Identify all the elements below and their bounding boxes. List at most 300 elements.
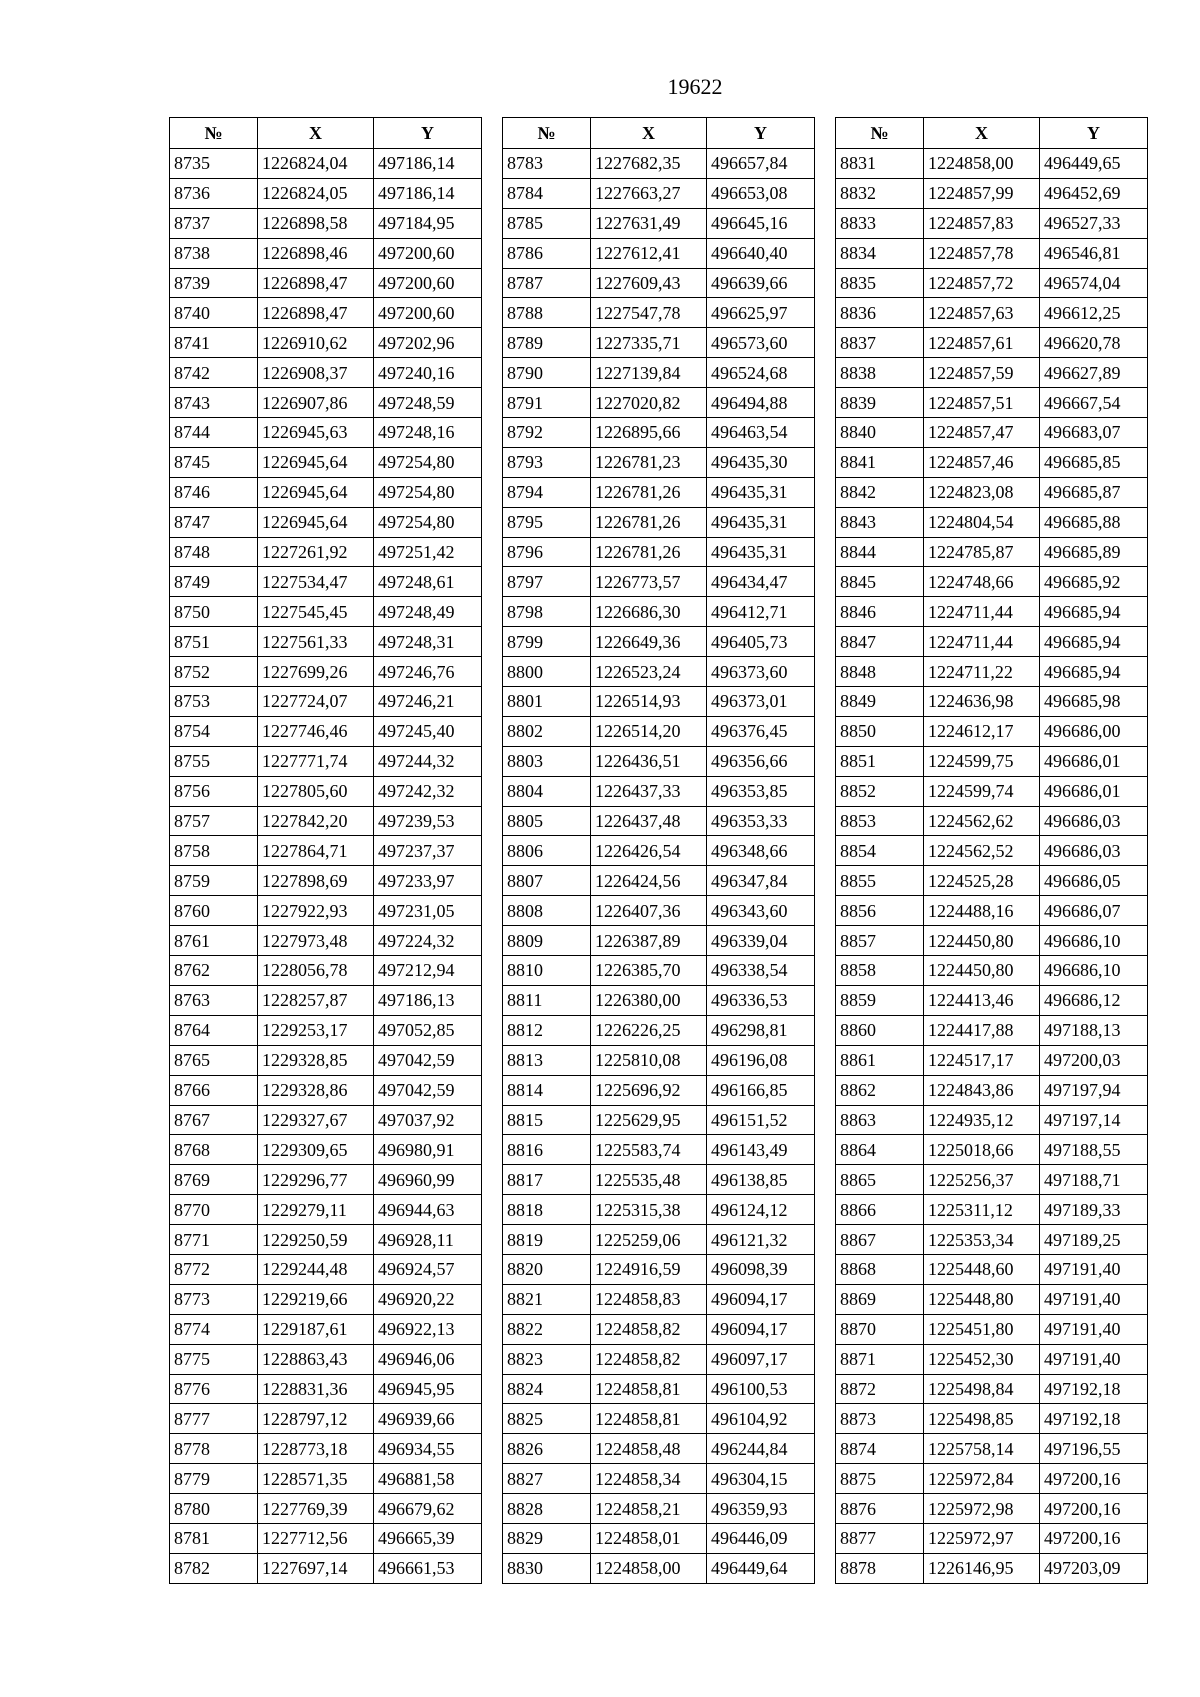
table-row [836,178,1148,208]
table-row [503,477,815,507]
cell-point-number: 8836 [836,298,924,328]
cell-y: 497246,21 [374,687,482,717]
cell-x: 1226514,93 [591,687,707,717]
table-row [503,627,815,657]
table-row [836,1314,1148,1344]
table-row [836,985,1148,1015]
cell-x: 1225451,80 [924,1314,1040,1344]
cell-x: 1225256,37 [924,1165,1040,1195]
cell-y: 497203,09 [1040,1553,1148,1583]
cell-point-number: 8744 [170,418,258,448]
cell-x: 1229296,77 [258,1165,374,1195]
cell-y: 497240,16 [374,358,482,388]
cell-y: 496573,60 [707,328,815,358]
table-row [503,1494,815,1524]
cell-point-number: 8766 [170,1075,258,1105]
cell-x: 1224612,17 [924,716,1040,746]
table-row [503,836,815,866]
cell-y: 496686,01 [1040,746,1148,776]
table-row [170,328,482,358]
cell-x: 1226424,56 [591,866,707,896]
cell-point-number: 8815 [503,1105,591,1135]
cell-x: 1226945,64 [258,477,374,507]
cell-x: 1226781,26 [591,537,707,567]
table-row [836,208,1148,238]
cell-x: 1224935,12 [924,1105,1040,1135]
table-row [836,776,1148,806]
table-row [836,956,1148,986]
table-row [170,418,482,448]
table-row [503,1075,815,1105]
table-row [503,896,815,926]
table-row [170,1434,482,1464]
cell-x: 1225758,14 [924,1434,1040,1464]
table-row [170,567,482,597]
cell-x: 1226898,47 [258,298,374,328]
cell-x: 1226407,36 [591,896,707,926]
cell-y: 497237,37 [374,836,482,866]
cell-point-number: 8782 [170,1553,258,1583]
cell-point-number: 8743 [170,388,258,418]
table-row [503,418,815,448]
cell-point-number: 8737 [170,208,258,238]
cell-y: 496524,68 [707,358,815,388]
table-row [836,1284,1148,1314]
cell-y: 496960,99 [374,1165,482,1195]
cell-x: 1227842,20 [258,806,374,836]
cell-y: 496373,60 [707,657,815,687]
coordinates-table-1 [169,117,482,1584]
cell-x: 1226908,37 [258,358,374,388]
cell-y: 497188,55 [1040,1135,1148,1165]
cell-x: 1227769,39 [258,1494,374,1524]
cell-point-number: 8824 [503,1374,591,1404]
cell-point-number: 8860 [836,1015,924,1045]
cell-y: 496348,66 [707,836,815,866]
cell-point-number: 8843 [836,507,924,537]
cell-point-number: 8795 [503,507,591,537]
cell-x: 1226898,58 [258,208,374,238]
cell-point-number: 8769 [170,1165,258,1195]
table-row [503,268,815,298]
cell-x: 1226781,26 [591,507,707,537]
table-row [503,238,815,268]
table-row [503,1344,815,1374]
cell-point-number: 8789 [503,328,591,358]
cell-point-number: 8736 [170,178,258,208]
cell-y: 497245,40 [374,716,482,746]
cell-point-number: 8870 [836,1314,924,1344]
cell-point-number: 8820 [503,1254,591,1284]
cell-point-number: 8753 [170,687,258,717]
table-row [836,1523,1148,1553]
cell-y: 497254,80 [374,507,482,537]
table-row [503,1105,815,1135]
cell-x: 1229253,17 [258,1015,374,1045]
cell-x: 1224857,61 [924,328,1040,358]
cell-point-number: 8768 [170,1135,258,1165]
cell-y: 496944,63 [374,1195,482,1225]
cell-point-number: 8787 [503,268,591,298]
cell-y: 497231,05 [374,896,482,926]
table-row [836,716,1148,746]
table-row [503,806,815,836]
cell-y: 496338,54 [707,956,815,986]
cell-x: 1227534,47 [258,567,374,597]
cell-point-number: 8806 [503,836,591,866]
cell-point-number: 8750 [170,597,258,627]
cell-y: 497186,13 [374,985,482,1015]
cell-y: 496645,16 [707,208,815,238]
cell-point-number: 8783 [503,149,591,179]
cell-point-number: 8788 [503,298,591,328]
cell-x: 1225311,12 [924,1195,1040,1225]
table-row [170,1045,482,1075]
table-row [836,477,1148,507]
cell-y: 496527,33 [1040,208,1148,238]
cell-y: 496298,81 [707,1015,815,1045]
cell-point-number: 8794 [503,477,591,507]
table-row [503,926,815,956]
table-row [836,149,1148,179]
cell-y: 496376,45 [707,716,815,746]
table-row [170,298,482,328]
cell-x: 1225452,30 [924,1344,1040,1374]
table-row [170,507,482,537]
cell-x: 1225696,92 [591,1075,707,1105]
cell-point-number: 8844 [836,537,924,567]
cell-y: 497251,42 [374,537,482,567]
cell-y: 496686,05 [1040,866,1148,896]
cell-point-number: 8778 [170,1434,258,1464]
cell-point-number: 8821 [503,1284,591,1314]
cell-y: 497191,40 [1040,1314,1148,1344]
cell-x: 1228831,36 [258,1374,374,1404]
cell-x: 1224785,87 [924,537,1040,567]
cell-point-number: 8855 [836,866,924,896]
table-row [503,1553,815,1583]
cell-x: 1226945,64 [258,447,374,477]
table-row [836,1165,1148,1195]
table-row [503,985,815,1015]
cell-point-number: 8864 [836,1135,924,1165]
table-row [170,985,482,1015]
cell-x: 1226781,26 [591,477,707,507]
cell-y: 496928,11 [374,1225,482,1255]
cell-x: 1227712,56 [258,1523,374,1553]
table-row [170,836,482,866]
cell-x: 1224711,44 [924,597,1040,627]
cell-x: 1226649,36 [591,627,707,657]
table-row [503,1404,815,1434]
table-body [836,149,1148,1584]
cell-point-number: 8740 [170,298,258,328]
table-row [836,507,1148,537]
table-row [503,956,815,986]
cell-x: 1225810,08 [591,1045,707,1075]
cell-point-number: 8754 [170,716,258,746]
cell-point-number: 8793 [503,447,591,477]
cell-y: 496686,10 [1040,956,1148,986]
table-row [836,447,1148,477]
table-row [836,806,1148,836]
cell-x: 1228571,35 [258,1464,374,1494]
cell-y: 496359,93 [707,1494,815,1524]
table-row [836,1195,1148,1225]
cell-y: 496435,31 [707,537,815,567]
cell-x: 1225535,48 [591,1165,707,1195]
cell-point-number: 8871 [836,1344,924,1374]
cell-x: 1226523,24 [591,657,707,687]
cell-point-number: 8826 [503,1434,591,1464]
cell-point-number: 8802 [503,716,591,746]
cell-y: 496640,40 [707,238,815,268]
cell-point-number: 8829 [503,1523,591,1553]
cell-x: 1228863,43 [258,1344,374,1374]
cell-y: 497184,95 [374,208,482,238]
table-row [836,1015,1148,1045]
cell-point-number: 8825 [503,1404,591,1434]
cell-x: 1224858,81 [591,1404,707,1434]
table-row [836,1254,1148,1284]
cell-point-number: 8834 [836,238,924,268]
cell-x: 1226824,05 [258,178,374,208]
cell-y: 497197,94 [1040,1075,1148,1105]
cell-y: 496449,64 [707,1553,815,1583]
cell-point-number: 8781 [170,1523,258,1553]
cell-point-number: 8797 [503,567,591,597]
cell-point-number: 8862 [836,1075,924,1105]
cell-x: 1228773,18 [258,1434,374,1464]
cell-point-number: 8773 [170,1284,258,1314]
cell-point-number: 8775 [170,1344,258,1374]
table-row [836,298,1148,328]
cell-x: 1224417,88 [924,1015,1040,1045]
cell-y: 496356,66 [707,746,815,776]
cell-x: 1226686,30 [591,597,707,627]
table-row [170,1015,482,1045]
table-row [503,776,815,806]
cell-point-number: 8757 [170,806,258,836]
cell-x: 1224857,83 [924,208,1040,238]
table-row [170,358,482,388]
table-row [503,208,815,238]
table-row [503,1434,815,1464]
cell-y: 497191,40 [1040,1254,1148,1284]
cell-y: 497191,40 [1040,1344,1148,1374]
cell-point-number: 8875 [836,1464,924,1494]
table-row [836,1105,1148,1135]
table-row [170,896,482,926]
cell-y: 496980,91 [374,1135,482,1165]
cell-x: 1224562,62 [924,806,1040,836]
cell-point-number: 8807 [503,866,591,896]
cell-y: 497197,14 [1040,1105,1148,1135]
cell-x: 1225972,98 [924,1494,1040,1524]
cell-y: 496686,01 [1040,776,1148,806]
cell-x: 1224857,46 [924,447,1040,477]
cell-point-number: 8762 [170,956,258,986]
cell-x: 1224599,75 [924,746,1040,776]
cell-y: 496639,66 [707,268,815,298]
header-number: № [170,118,258,149]
cell-x: 1227682,35 [591,149,707,179]
cell-x: 1229279,11 [258,1195,374,1225]
cell-y: 496686,03 [1040,836,1148,866]
cell-y: 496434,47 [707,567,815,597]
cell-point-number: 8752 [170,657,258,687]
cell-point-number: 8746 [170,477,258,507]
cell-point-number: 8801 [503,687,591,717]
table-row [170,208,482,238]
cell-point-number: 8812 [503,1015,591,1045]
cell-point-number: 8840 [836,418,924,448]
table-row [170,746,482,776]
cell-y: 496304,15 [707,1464,815,1494]
cell-point-number: 8784 [503,178,591,208]
cell-point-number: 8760 [170,896,258,926]
cell-x: 1224488,16 [924,896,1040,926]
cell-point-number: 8845 [836,567,924,597]
cell-x: 1227922,93 [258,896,374,926]
cell-x: 1225629,95 [591,1105,707,1135]
cell-x: 1226945,63 [258,418,374,448]
cell-y: 496100,53 [707,1374,815,1404]
table-header-row [503,118,815,149]
cell-point-number: 8842 [836,477,924,507]
cell-point-number: 8810 [503,956,591,986]
cell-x: 1224858,00 [591,1553,707,1583]
cell-point-number: 8850 [836,716,924,746]
cell-x: 1224450,80 [924,926,1040,956]
table-row [170,1523,482,1553]
cell-x: 1224858,82 [591,1314,707,1344]
cell-point-number: 8822 [503,1314,591,1344]
cell-x: 1224857,99 [924,178,1040,208]
header-y: Y [374,118,482,149]
cell-y: 496665,39 [374,1523,482,1553]
cell-y: 497186,14 [374,178,482,208]
cell-x: 1225353,34 [924,1225,1040,1255]
cell-x: 1224858,01 [591,1523,707,1553]
cell-y: 496627,89 [1040,358,1148,388]
cell-y: 497189,33 [1040,1195,1148,1225]
cell-y: 497042,59 [374,1045,482,1075]
cell-y: 497196,55 [1040,1434,1148,1464]
cell-y: 496412,71 [707,597,815,627]
cell-y: 496452,69 [1040,178,1148,208]
cell-x: 1224823,08 [924,477,1040,507]
table-row [503,358,815,388]
cell-y: 496686,10 [1040,926,1148,956]
cell-x: 1224858,21 [591,1494,707,1524]
cell-y: 497200,16 [1040,1494,1148,1524]
cell-y: 497239,53 [374,806,482,836]
cell-y: 496104,92 [707,1404,815,1434]
cell-x: 1226824,04 [258,149,374,179]
cell-y: 496435,30 [707,447,815,477]
cell-point-number: 8763 [170,985,258,1015]
cell-y: 497200,03 [1040,1045,1148,1075]
table-row [503,1195,815,1225]
cell-x: 1224857,78 [924,238,1040,268]
table-row [170,1464,482,1494]
cell-x: 1226898,47 [258,268,374,298]
cell-y: 496121,32 [707,1225,815,1255]
cell-x: 1224711,22 [924,657,1040,687]
cell-point-number: 8780 [170,1494,258,1524]
table-row [170,1374,482,1404]
cell-y: 496685,88 [1040,507,1148,537]
table-row [836,1464,1148,1494]
table-row [170,806,482,836]
cell-point-number: 8878 [836,1553,924,1583]
table-row [503,298,815,328]
cell-point-number: 8790 [503,358,591,388]
cell-x: 1227631,49 [591,208,707,238]
cell-x: 1227697,14 [258,1553,374,1583]
cell-point-number: 8771 [170,1225,258,1255]
table-row [170,1284,482,1314]
cell-y: 496679,62 [374,1494,482,1524]
cell-point-number: 8856 [836,896,924,926]
cell-x: 1229328,85 [258,1045,374,1075]
table-row [503,597,815,627]
cell-y: 497248,49 [374,597,482,627]
cell-point-number: 8804 [503,776,591,806]
page-number: 19622 [667,74,723,99]
table-row [170,1344,482,1374]
table-row [836,537,1148,567]
cell-y: 496612,25 [1040,298,1148,328]
cell-point-number: 8867 [836,1225,924,1255]
cell-y: 496920,22 [374,1284,482,1314]
cell-point-number: 8858 [836,956,924,986]
cell-y: 496939,66 [374,1404,482,1434]
cell-y: 497186,14 [374,149,482,179]
cell-point-number: 8785 [503,208,591,238]
cell-point-number: 8859 [836,985,924,1015]
cell-y: 496685,89 [1040,537,1148,567]
table-row [836,1075,1148,1105]
cell-x: 1224857,72 [924,268,1040,298]
table-row [170,956,482,986]
cell-x: 1226436,51 [591,746,707,776]
cell-x: 1227699,26 [258,657,374,687]
table-row [503,1464,815,1494]
cell-point-number: 8755 [170,746,258,776]
cell-point-number: 8841 [836,447,924,477]
table-row [836,1135,1148,1165]
cell-y: 497224,32 [374,926,482,956]
table-row [503,1225,815,1255]
cell-point-number: 8800 [503,657,591,687]
table-row [170,238,482,268]
cell-y: 496661,53 [374,1553,482,1583]
cell-x: 1226781,23 [591,447,707,477]
cell-point-number: 8847 [836,627,924,657]
cell-y: 497233,97 [374,866,482,896]
cell-point-number: 8863 [836,1105,924,1135]
cell-x: 1226910,62 [258,328,374,358]
cell-y: 496685,85 [1040,447,1148,477]
cell-y: 497248,59 [374,388,482,418]
cell-point-number: 8799 [503,627,591,657]
cell-point-number: 8758 [170,836,258,866]
cell-point-number: 8814 [503,1075,591,1105]
cell-x: 1225972,97 [924,1523,1040,1553]
table-row [170,178,482,208]
